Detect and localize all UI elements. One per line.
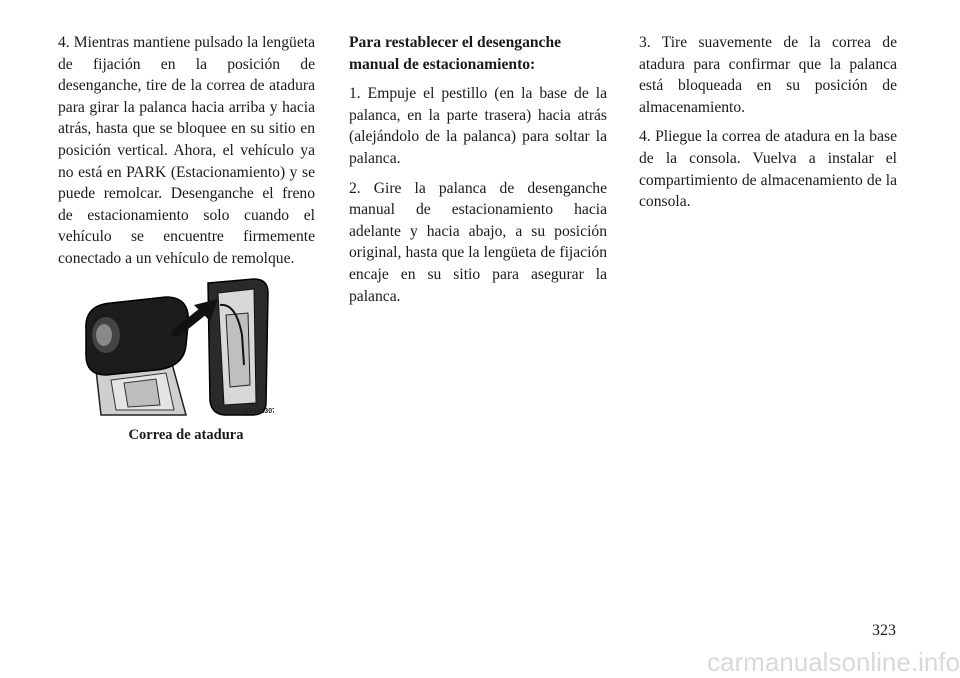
text-column-middle [349, 32, 607, 315]
step-4-paragraph: 4. Mientras mantiene pulsado la lengüeta de fijación en la posición de desenganche, tire de la correa de atadura para girar la palanca hacia arriba y hacia atrás, hasta que se bloquee en su sitio en posición vertical. Ahora, el vehículo ya no está en PARK (Estacionamiento) y se puede remolcar. Desenganche el freno de estacionamiento solo cuando el vehículo se encuentre firmemente conectado a un vehículo de remolque. [58, 34, 315, 267]
figure-caption: Correa de atadura [128, 427, 244, 443]
text-column-left [58, 32, 315, 278]
step-2-paragraph: 2. Gire la palanca de desenganche manual de estacionamiento hacia adelante y hacia abajo, a su posición original, hasta que la lengüeta de fijación encaje en su sitio para asegurar la palanca. [349, 179, 607, 305]
text-column-right [639, 32, 897, 221]
shifter-illustration [76, 275, 274, 420]
step-4b-paragraph: 4. Pliegue la correa de atadura en la base de la consola. Vuelva a instalar el compartimiento de almacenamiento de la consola. [639, 128, 897, 211]
step-3-paragraph: 3. Tire suavemente de la correa de atadura para confirmar que la palanca está bloqueada en su posición de almacenamiento. [639, 34, 897, 116]
watermark: carmanualsonline.info [707, 647, 960, 677]
section-heading: Para restablecer el desenganche manual de estacionamiento: [349, 34, 562, 73]
tether-strap-figure [76, 275, 274, 420]
step-1-paragraph: 1. Empuje el pestillo (en la base de la palanca, en la parte trasera) hacia atrás (alejándolo de la palanca) para soltar la palanca. [349, 85, 607, 167]
figure-code: 061541307 [240, 408, 274, 415]
page-number: 323 [872, 622, 896, 639]
